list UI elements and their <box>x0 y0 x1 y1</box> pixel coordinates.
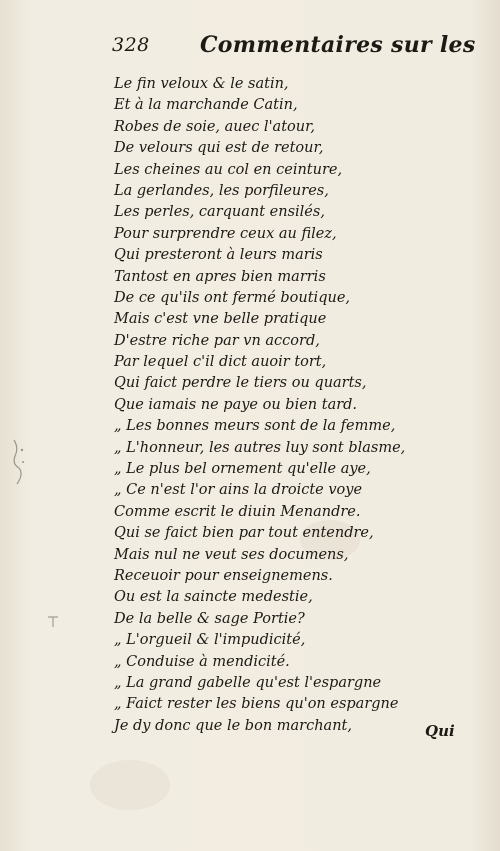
verse-line: „ Conduise à mendicité. <box>114 653 290 670</box>
verse-line: „ Le plus bel ornement qu'elle aye, <box>114 461 371 478</box>
verse-line: Pour surprendre ceux au filez, <box>114 225 337 242</box>
verse-line: Robes de soie, auec l'atour, <box>114 118 316 135</box>
verse-line: Le fin veloux & le satin, <box>114 76 289 92</box>
verse-line: „ L'orgueil & l'impudicité, <box>114 632 306 649</box>
page-number: 328 <box>112 34 150 56</box>
marginal-annotation-mark <box>10 438 28 488</box>
verse-line: Receuoir pour enseignemens. <box>114 567 333 584</box>
verse-line: Les cheines au col en ceinture, <box>114 161 343 178</box>
verse-line: Tantost en apres bien marris <box>114 268 326 285</box>
page-header <box>112 32 476 60</box>
catchword: Qui <box>425 722 455 740</box>
verse-line: De ce qu'ils ont fermé boutique, <box>114 289 351 306</box>
verse-line: Et à la marchande Catin, <box>114 97 298 114</box>
verse-line: „ Faict rester les biens qu'on espargne <box>114 696 399 713</box>
verse-line: Qui faict perdre le tiers ou quarts, <box>114 375 367 392</box>
verse-line: Mais c'est vne belle pratique <box>114 311 327 328</box>
verse-line: Qui se faict bien par tout entendre, <box>114 525 374 542</box>
verse-line: „ La grand gabelle qu'est l'espargne <box>114 674 382 691</box>
verse-line: Comme escrit le diuin Menandre. <box>114 503 361 520</box>
verse-line: De velours qui est de retour, <box>114 140 324 157</box>
verse-line: La gerlandes, les porfileures, <box>114 182 329 199</box>
verse-line: Je dy donc que le bon marchant, <box>114 717 352 734</box>
running-head: Commentaires sur les <box>200 32 476 58</box>
verse-line: „ Les bonnes meurs sont de la femme, <box>114 418 396 435</box>
verse-text <box>114 74 414 737</box>
verse-line: Les perles, carquant ensilés, <box>114 204 325 221</box>
verse-line: Par lequel c'il dict auoir tort, <box>114 354 327 371</box>
verse-line: De la belle & sage Portie? <box>114 610 305 627</box>
margin-bracket-mark <box>46 615 60 629</box>
verse-line: „ L'honneur, les autres luy sont blasme, <box>114 439 406 456</box>
verse-line: Que iamais ne paye ou bien tard. <box>114 396 358 413</box>
verse-line: Qui presteront à leurs maris <box>114 247 323 264</box>
verse-line: „ Ce n'est l'or ains la droicte voye <box>114 482 363 499</box>
verse-line: D'estre riche par vn accord, <box>114 332 320 349</box>
verse-line: Mais nul ne veut ses documens, <box>114 546 349 563</box>
verse-line: Ou est la saincte medestie, <box>114 589 313 606</box>
